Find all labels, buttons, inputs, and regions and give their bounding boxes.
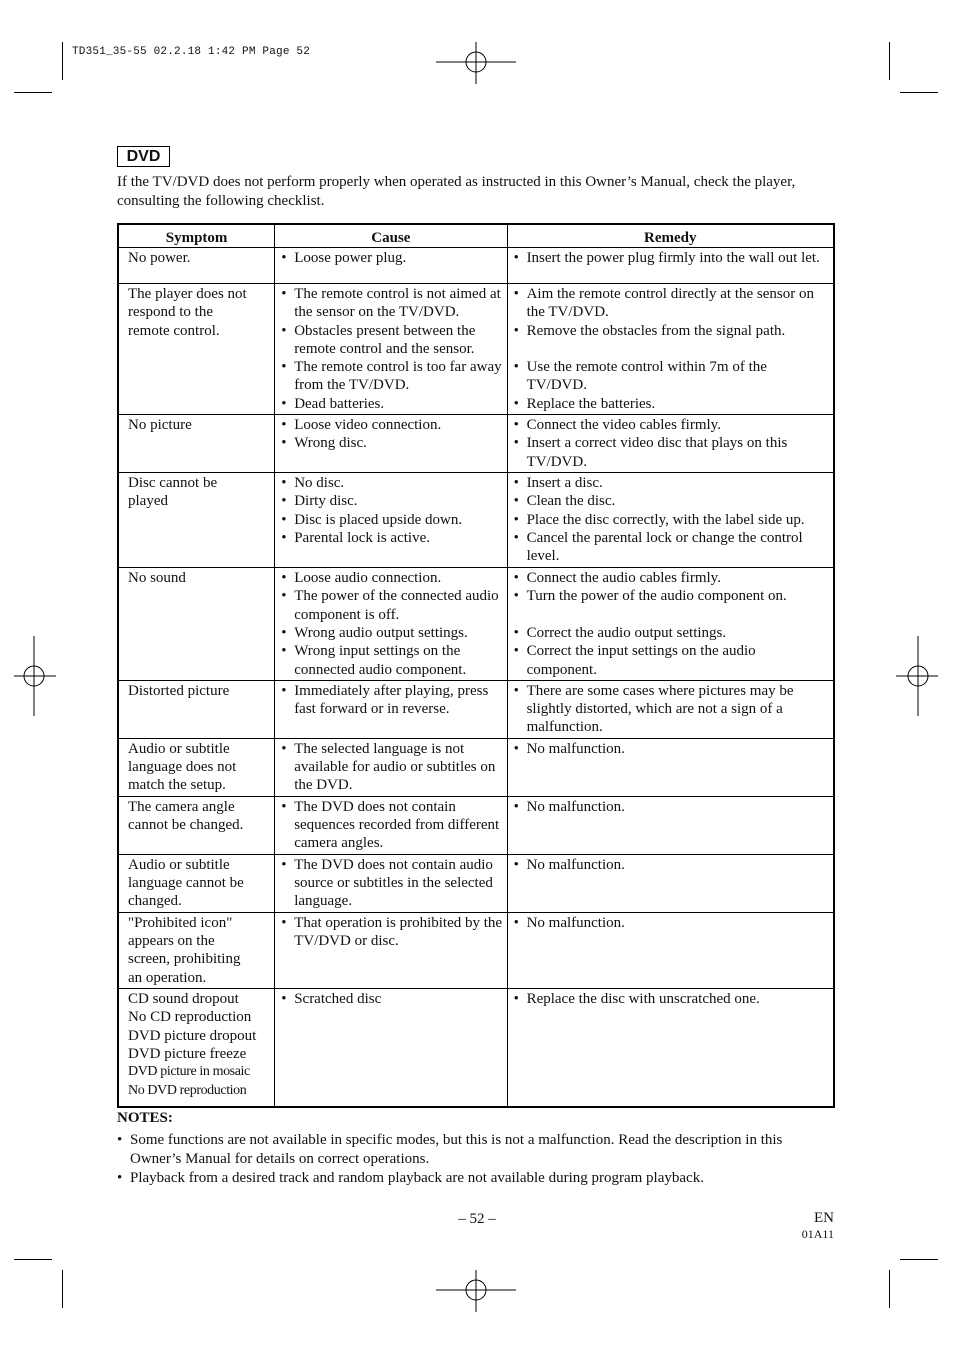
remedy-item — [514, 740, 829, 758]
page-number: – 52 – — [458, 1211, 496, 1227]
cause-cell — [275, 680, 507, 738]
remedy-cell — [507, 568, 834, 681]
header-cause: Cause — [275, 224, 507, 248]
cause-cell — [275, 796, 507, 854]
remedy-item — [514, 249, 829, 267]
cause-item — [281, 249, 502, 267]
table-row — [118, 568, 834, 681]
cause-text: Loose video connection. — [294, 417, 442, 434]
symptom-cell — [118, 248, 275, 284]
cause-text: Scratched disc — [294, 991, 382, 1008]
table-row — [118, 415, 834, 473]
troubleshooting-table — [117, 223, 835, 1108]
bullet: • — [513, 493, 519, 510]
cause-text: Dirty disc. — [294, 493, 358, 510]
remedy-cell — [507, 912, 834, 988]
remedy-cell — [507, 680, 834, 738]
remedy-text: No malfunction. — [526, 798, 625, 815]
remedy-text: Cancel the parental lock or change the control level. — [526, 529, 803, 565]
symptom-line: respond to the — [128, 304, 213, 321]
remedy-text: Clean the disc. — [526, 493, 616, 510]
cause-item — [281, 569, 502, 587]
symptom-line: No CD reproduction — [128, 1009, 252, 1026]
cause-cell — [275, 568, 507, 681]
remedy-cell — [507, 796, 834, 854]
bullet: • — [281, 740, 287, 757]
bullet: • — [513, 475, 519, 492]
remedy-cell — [507, 415, 834, 473]
cause-item — [281, 856, 502, 911]
cause-item — [281, 587, 502, 624]
cause-item — [281, 682, 502, 719]
spacer — [514, 606, 829, 624]
symptom-line: CD sound dropout — [128, 991, 239, 1008]
bullet: • — [513, 588, 519, 605]
bullet: • — [281, 250, 287, 266]
bullet: • — [513, 511, 519, 528]
symptom-line: played — [128, 493, 168, 510]
remedy-item — [514, 990, 829, 1008]
cause-item — [281, 492, 502, 510]
note-item: • Playback from a desired track and random playback are not available during program playback. — [117, 1170, 704, 1186]
notes-title: NOTES: — [117, 1110, 173, 1126]
bullet: • — [281, 417, 287, 434]
remedy-item — [514, 511, 829, 529]
bullet: • — [281, 435, 287, 452]
remedy-text: There are some cases where pictures may be slightly distorted, which are not a sign of a malfunction. — [526, 682, 794, 736]
cause-item — [281, 642, 502, 679]
registration-mark-left — [14, 636, 56, 716]
bullet: • — [281, 286, 287, 302]
bullet: • — [281, 682, 287, 699]
symptom-line: cannot be changed. — [128, 817, 244, 834]
remedy-text: Aim the remote control directly at the sensor on the TV/DVD. — [526, 286, 814, 321]
symptom-line: remote control. — [128, 322, 220, 339]
header-remedy: Remedy — [507, 224, 834, 248]
cause-item — [281, 914, 502, 951]
symptom-line: Disc cannot be — [128, 475, 218, 492]
bullet: • — [281, 798, 287, 815]
cause-cell — [275, 284, 507, 415]
bullet: • — [513, 914, 519, 931]
cause-text: Wrong disc. — [294, 435, 367, 452]
remedy-item — [514, 434, 829, 471]
remedy-text: Replace the batteries. — [526, 395, 656, 412]
bullet: • — [281, 322, 287, 339]
symptom-line: DVD picture freeze — [128, 1045, 247, 1062]
table-header-row — [118, 224, 834, 248]
symptom-cell — [118, 912, 275, 988]
cause-item — [281, 529, 502, 547]
remedy-item — [514, 642, 829, 679]
print-slug: TD351_35-55 02.2.18 1:42 PM Page 52 — [72, 46, 311, 58]
symptom-line: changed. — [128, 893, 182, 910]
spacer — [514, 340, 829, 358]
bullet: • — [281, 359, 287, 376]
remedy-item — [514, 492, 829, 510]
table-row — [118, 248, 834, 284]
table-row — [118, 473, 834, 568]
bullet: • — [281, 475, 287, 492]
remedy-cell — [507, 854, 834, 912]
remedy-text: Remove the obstacles from the signal path. — [526, 322, 786, 339]
cause-text: That operation is prohibited by the TV/DVD or disc. — [294, 914, 503, 950]
dvd-badge: DVD — [117, 146, 170, 167]
symptom-line: The camera angle — [128, 798, 235, 815]
remedy-item — [514, 624, 829, 642]
symptom-line: No sound — [128, 570, 186, 587]
bullet: • — [513, 856, 519, 873]
remedy-item — [514, 587, 829, 605]
bullet: • — [281, 493, 287, 510]
cause-item — [281, 798, 502, 853]
remedy-item — [514, 416, 829, 434]
remedy-text: Connect the audio cables firmly. — [526, 570, 721, 587]
cause-item — [281, 624, 502, 642]
remedy-item — [514, 322, 829, 340]
remedy-text: Connect the video cables firmly. — [526, 417, 721, 434]
cause-item — [281, 285, 502, 322]
bullet: • — [513, 798, 519, 815]
header-symptom: Symptom — [118, 224, 275, 248]
table-row — [118, 796, 834, 854]
remedy-text: Turn the power of the audio component on. — [526, 588, 787, 605]
symptom-line: language does not — [128, 759, 237, 776]
remedy-item — [514, 529, 829, 566]
table-row — [118, 680, 834, 738]
cause-text: The DVD does not contain sequences recorded from different camera angles. — [294, 798, 500, 852]
document-code: 01A11 — [801, 1227, 834, 1241]
cause-text: Loose power plug. — [294, 250, 407, 266]
registration-mark-right — [896, 636, 938, 716]
symptom-cell — [118, 854, 275, 912]
cause-cell — [275, 738, 507, 796]
cause-cell — [275, 473, 507, 568]
symptom-line: Audio or subtitle — [128, 856, 230, 873]
cause-text: No disc. — [294, 475, 345, 492]
remedy-item — [514, 358, 829, 395]
cause-item — [281, 416, 502, 434]
symptom-cell — [118, 738, 275, 796]
bullet: • — [513, 740, 519, 757]
bullet: • — [281, 914, 287, 931]
cause-cell — [275, 248, 507, 284]
remedy-item — [514, 474, 829, 492]
cause-text: The remote control is not aimed at the sensor on the TV/DVD. — [294, 286, 501, 321]
symptom-cell — [118, 680, 275, 738]
symptom-line: an operation. — [128, 969, 207, 986]
remedy-item — [514, 395, 829, 413]
table-row — [118, 912, 834, 988]
remedy-text: No malfunction. — [526, 856, 625, 873]
cause-text: Parental lock is active. — [294, 529, 430, 546]
bullet: • — [513, 643, 519, 660]
symptom-cell — [118, 796, 275, 854]
cause-item — [281, 434, 502, 452]
cause-item — [281, 358, 502, 395]
remedy-cell — [507, 989, 834, 1107]
bullet: • — [513, 435, 519, 452]
note-item: • Some functions are not available in specific modes, but this is not a malfunction. Read the description in this Owner’s Manual for details on correct operations. — [117, 1132, 783, 1167]
remedy-item — [514, 682, 829, 737]
symptom-line: The player does not — [128, 286, 247, 302]
remedy-cell — [507, 248, 834, 284]
symptom-line: appears on the — [128, 933, 215, 950]
remedy-text: Use the remote control within 7m of the TV/DVD. — [526, 359, 767, 394]
bullet: • — [513, 682, 519, 699]
symptom-line: No DVD reproduction — [128, 1082, 247, 1098]
remedy-cell — [507, 473, 834, 568]
bullet: • — [281, 624, 287, 641]
cause-text: The selected language is not available for audio or subtitles on the DVD. — [294, 740, 496, 794]
cause-text: Obstacles present between the remote control and the sensor. — [294, 322, 476, 357]
cause-cell — [275, 912, 507, 988]
symptom-cell — [118, 568, 275, 681]
remedy-text: Place the disc correctly, with the label side up. — [526, 511, 805, 528]
cause-text: Loose audio connection. — [294, 570, 442, 587]
remedy-text: Insert a disc. — [526, 475, 603, 492]
symptom-cell — [118, 415, 275, 473]
symptom-line: No picture — [128, 417, 192, 434]
cause-cell — [275, 989, 507, 1107]
remedy-item — [514, 569, 829, 587]
bullet: • — [281, 643, 287, 660]
remedy-item — [514, 798, 829, 816]
language-code: EN — [814, 1210, 834, 1226]
bullet: • — [513, 359, 519, 376]
symptom-line: DVD picture dropout — [128, 1027, 257, 1044]
cause-item — [281, 990, 502, 1008]
registration-mark-bottom — [436, 1270, 516, 1312]
cause-text: The power of the connected audio component is off. — [294, 588, 499, 623]
bullet: • — [513, 250, 519, 266]
cause-text: The DVD does not contain audio source or subtitles in the selected language. — [294, 856, 493, 910]
remedy-cell — [507, 284, 834, 415]
bullet: • — [281, 991, 287, 1008]
remedy-item — [514, 856, 829, 874]
bullet: • — [513, 417, 519, 434]
bullet: • — [281, 856, 287, 873]
symptom-line: screen, prohibiting — [128, 951, 241, 968]
symptom-line: language cannot be — [128, 875, 244, 892]
symptom-line: match the setup. — [128, 777, 226, 794]
bullet: • — [513, 570, 519, 587]
cause-text: The remote control is too far away from the TV/DVD. — [294, 359, 502, 394]
symptom-line: Distorted picture — [128, 682, 230, 699]
remedy-text: Replace the disc with unscratched one. — [526, 991, 760, 1008]
remedy-text: Correct the audio output settings. — [526, 624, 727, 641]
cause-item — [281, 474, 502, 492]
bullet: • — [513, 991, 519, 1008]
symptom-line: "Prohibited icon" — [128, 914, 233, 931]
cause-cell — [275, 415, 507, 473]
bullet: • — [513, 624, 519, 641]
registration-mark-top — [436, 42, 516, 84]
table-row — [118, 738, 834, 796]
remedy-text: No malfunction. — [526, 914, 625, 931]
cause-cell — [275, 854, 507, 912]
bullet: • — [281, 395, 287, 412]
remedy-item — [514, 285, 829, 322]
bullet: • — [281, 511, 287, 528]
bullet: • — [513, 529, 519, 546]
remedy-text: Insert a correct video disc that plays on this TV/DVD. — [526, 435, 788, 470]
cause-text: Wrong input settings on the connected audio component. — [294, 643, 467, 678]
notes-list — [117, 1131, 817, 1188]
bullet: • — [513, 395, 519, 412]
symptom-cell — [118, 284, 275, 415]
bullet: • — [281, 529, 287, 546]
symptom-cell — [118, 989, 275, 1107]
cause-text: Dead batteries. — [294, 395, 385, 412]
remedy-text: Insert the power plug firmly into the wall out let. — [526, 250, 820, 266]
cause-item — [281, 395, 502, 413]
table-row — [118, 284, 834, 415]
symptom-cell — [118, 473, 275, 568]
cause-item — [281, 322, 502, 359]
table-row — [118, 854, 834, 912]
remedy-text: No malfunction. — [526, 740, 625, 757]
intro-paragraph: If the TV/DVD does not perform properly when operated as instructed in this Owner’s Manual, check the player, consulting the following checklist. — [117, 174, 796, 209]
remedy-item — [514, 914, 829, 932]
symptom-line: No power. — [128, 250, 191, 266]
symptom-line: DVD picture in mosaic — [128, 1064, 250, 1080]
remedy-text: Correct the input settings on the audio component. — [526, 643, 756, 678]
remedy-cell — [507, 738, 834, 796]
bullet: • — [513, 322, 519, 339]
bullet: • — [281, 570, 287, 587]
bullet: • — [513, 286, 519, 302]
cause-text: Wrong audio output settings. — [294, 624, 468, 641]
cause-text: Immediately after playing, press fast forward or in reverse. — [294, 682, 489, 718]
cause-item — [281, 511, 502, 529]
bullet: • — [281, 588, 287, 605]
table-row — [118, 989, 834, 1107]
symptom-line: Audio or subtitle — [128, 740, 230, 757]
cause-item — [281, 740, 502, 795]
cause-text: Disc is placed upside down. — [294, 511, 463, 528]
